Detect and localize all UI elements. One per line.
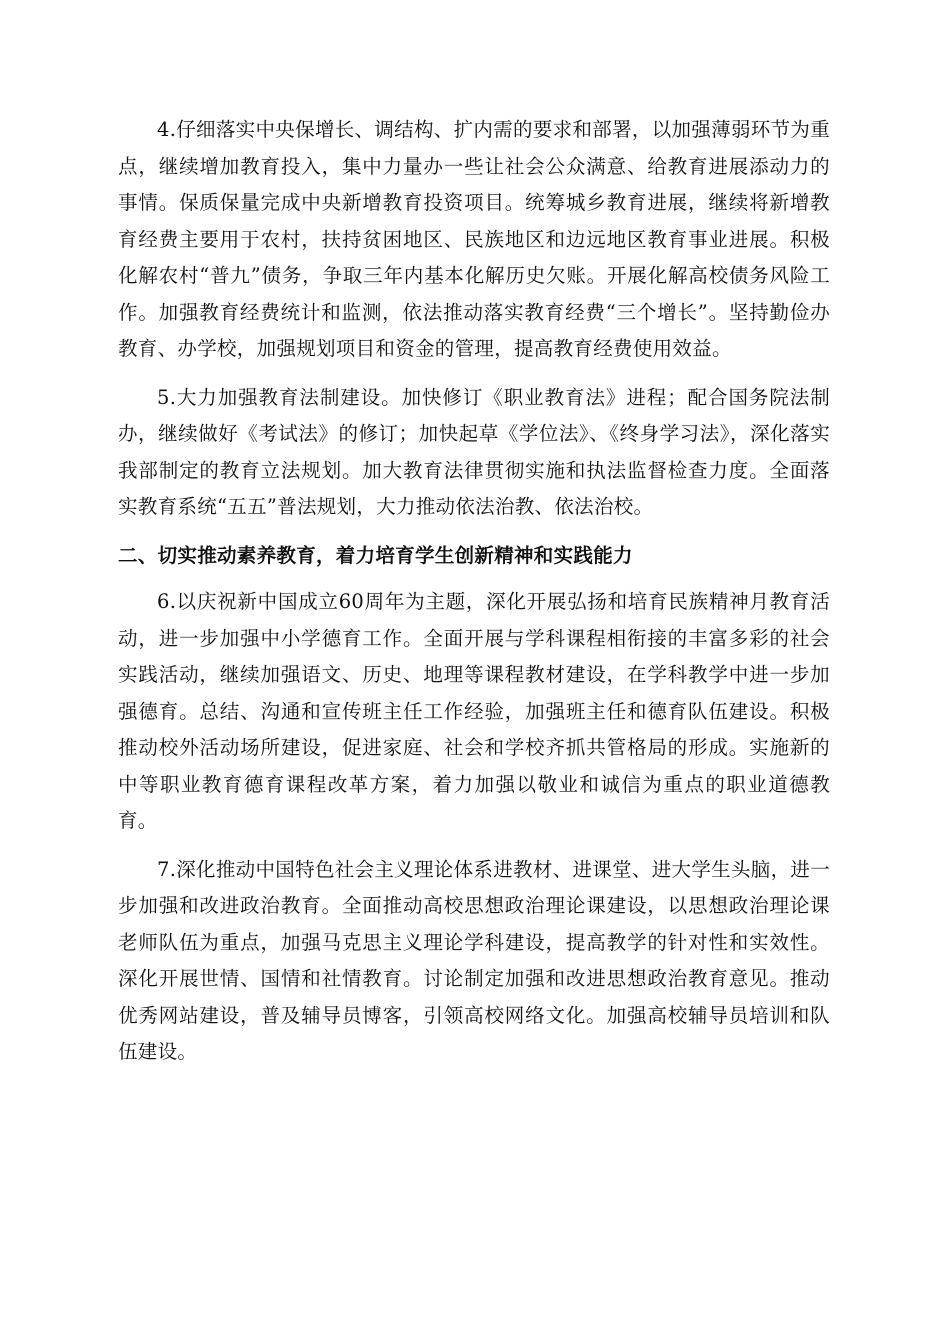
section-heading: 二、切实推动素养教育，着力培育学生创新精神和实践能力 <box>118 543 633 567</box>
document-page <box>118 112 830 1083</box>
paragraph-5: 5.大力加强教育法制建设。加快修订《职业教育法》进程；配合国务院法制办，继续做好《考试法》的修订；加快起草《学位法》、《终身学习法》，深化落实我部制定的教育立法规划。加大教育法律贯彻实施和执法监督检查力度。全面落实教育系统“五五”普法规划，大力推动依法治教、依法治校。 <box>118 385 830 518</box>
paragraph-4: 4.仔细落实中央保增长、调结构、扩内需的要求和部署，以加强薄弱环节为重点，继续增加教育投入，集中力量办一些让社会公众满意、给教育进展添动力的事情。保质保量完成中央新增教育投资项目。统筹城乡教育进展，继续将新增教育经费主要用于农村，扶持贫困地区、民族地区和边远地区教育事业进展。积极化解农村“普九”债务，争取三年内基本化解历史欠账。开展化解高校债务风险工作。加强教育经费统计和监测，依法推动落实教育经费“三个增长”。坚持勤俭办教育、办学校，加强规划项目和资金的管理，提高教育经费使用效益。 <box>118 118 830 360</box>
paragraph-7: 7.深化推动中国特色社会主义理论体系进教材、进课堂、进大学生头脑，进一步加强和改进政治教育。全面推动高校思想政治理论课建设，以思想政治理论课老师队伍为重点，加强马克思主义理论学科建设，提高教学的针对性和实效性。深化开展世情、国情和社情教育。讨论制定加强和改进思想政治教育意见。推动优秀网站建设，普及辅导员博客，引领高校网络文化。加强高校辅导员培训和队伍建设。 <box>118 857 830 1063</box>
paragraph-6: 6.以庆祝新中国成立60周年为主题，深化开展弘扬和培育民族精神月教育活动，进一步加强中小学德育工作。全面开展与学科课程相衔接的丰富多彩的社会实践活动，继续加强语文、历史、地理等课程教材建设，在学科教学中进一步加强德育。总结、沟通和宣传班主任工作经验，加强班主任和德育队伍建设。积极推动校外活动场所建设，促进家庭、社会和学校齐抓共管格局的形成。实施新的中等职业教育德育课程改革方案，着力加强以敬业和诚信为重点的职业道德教育。 <box>118 590 830 832</box>
